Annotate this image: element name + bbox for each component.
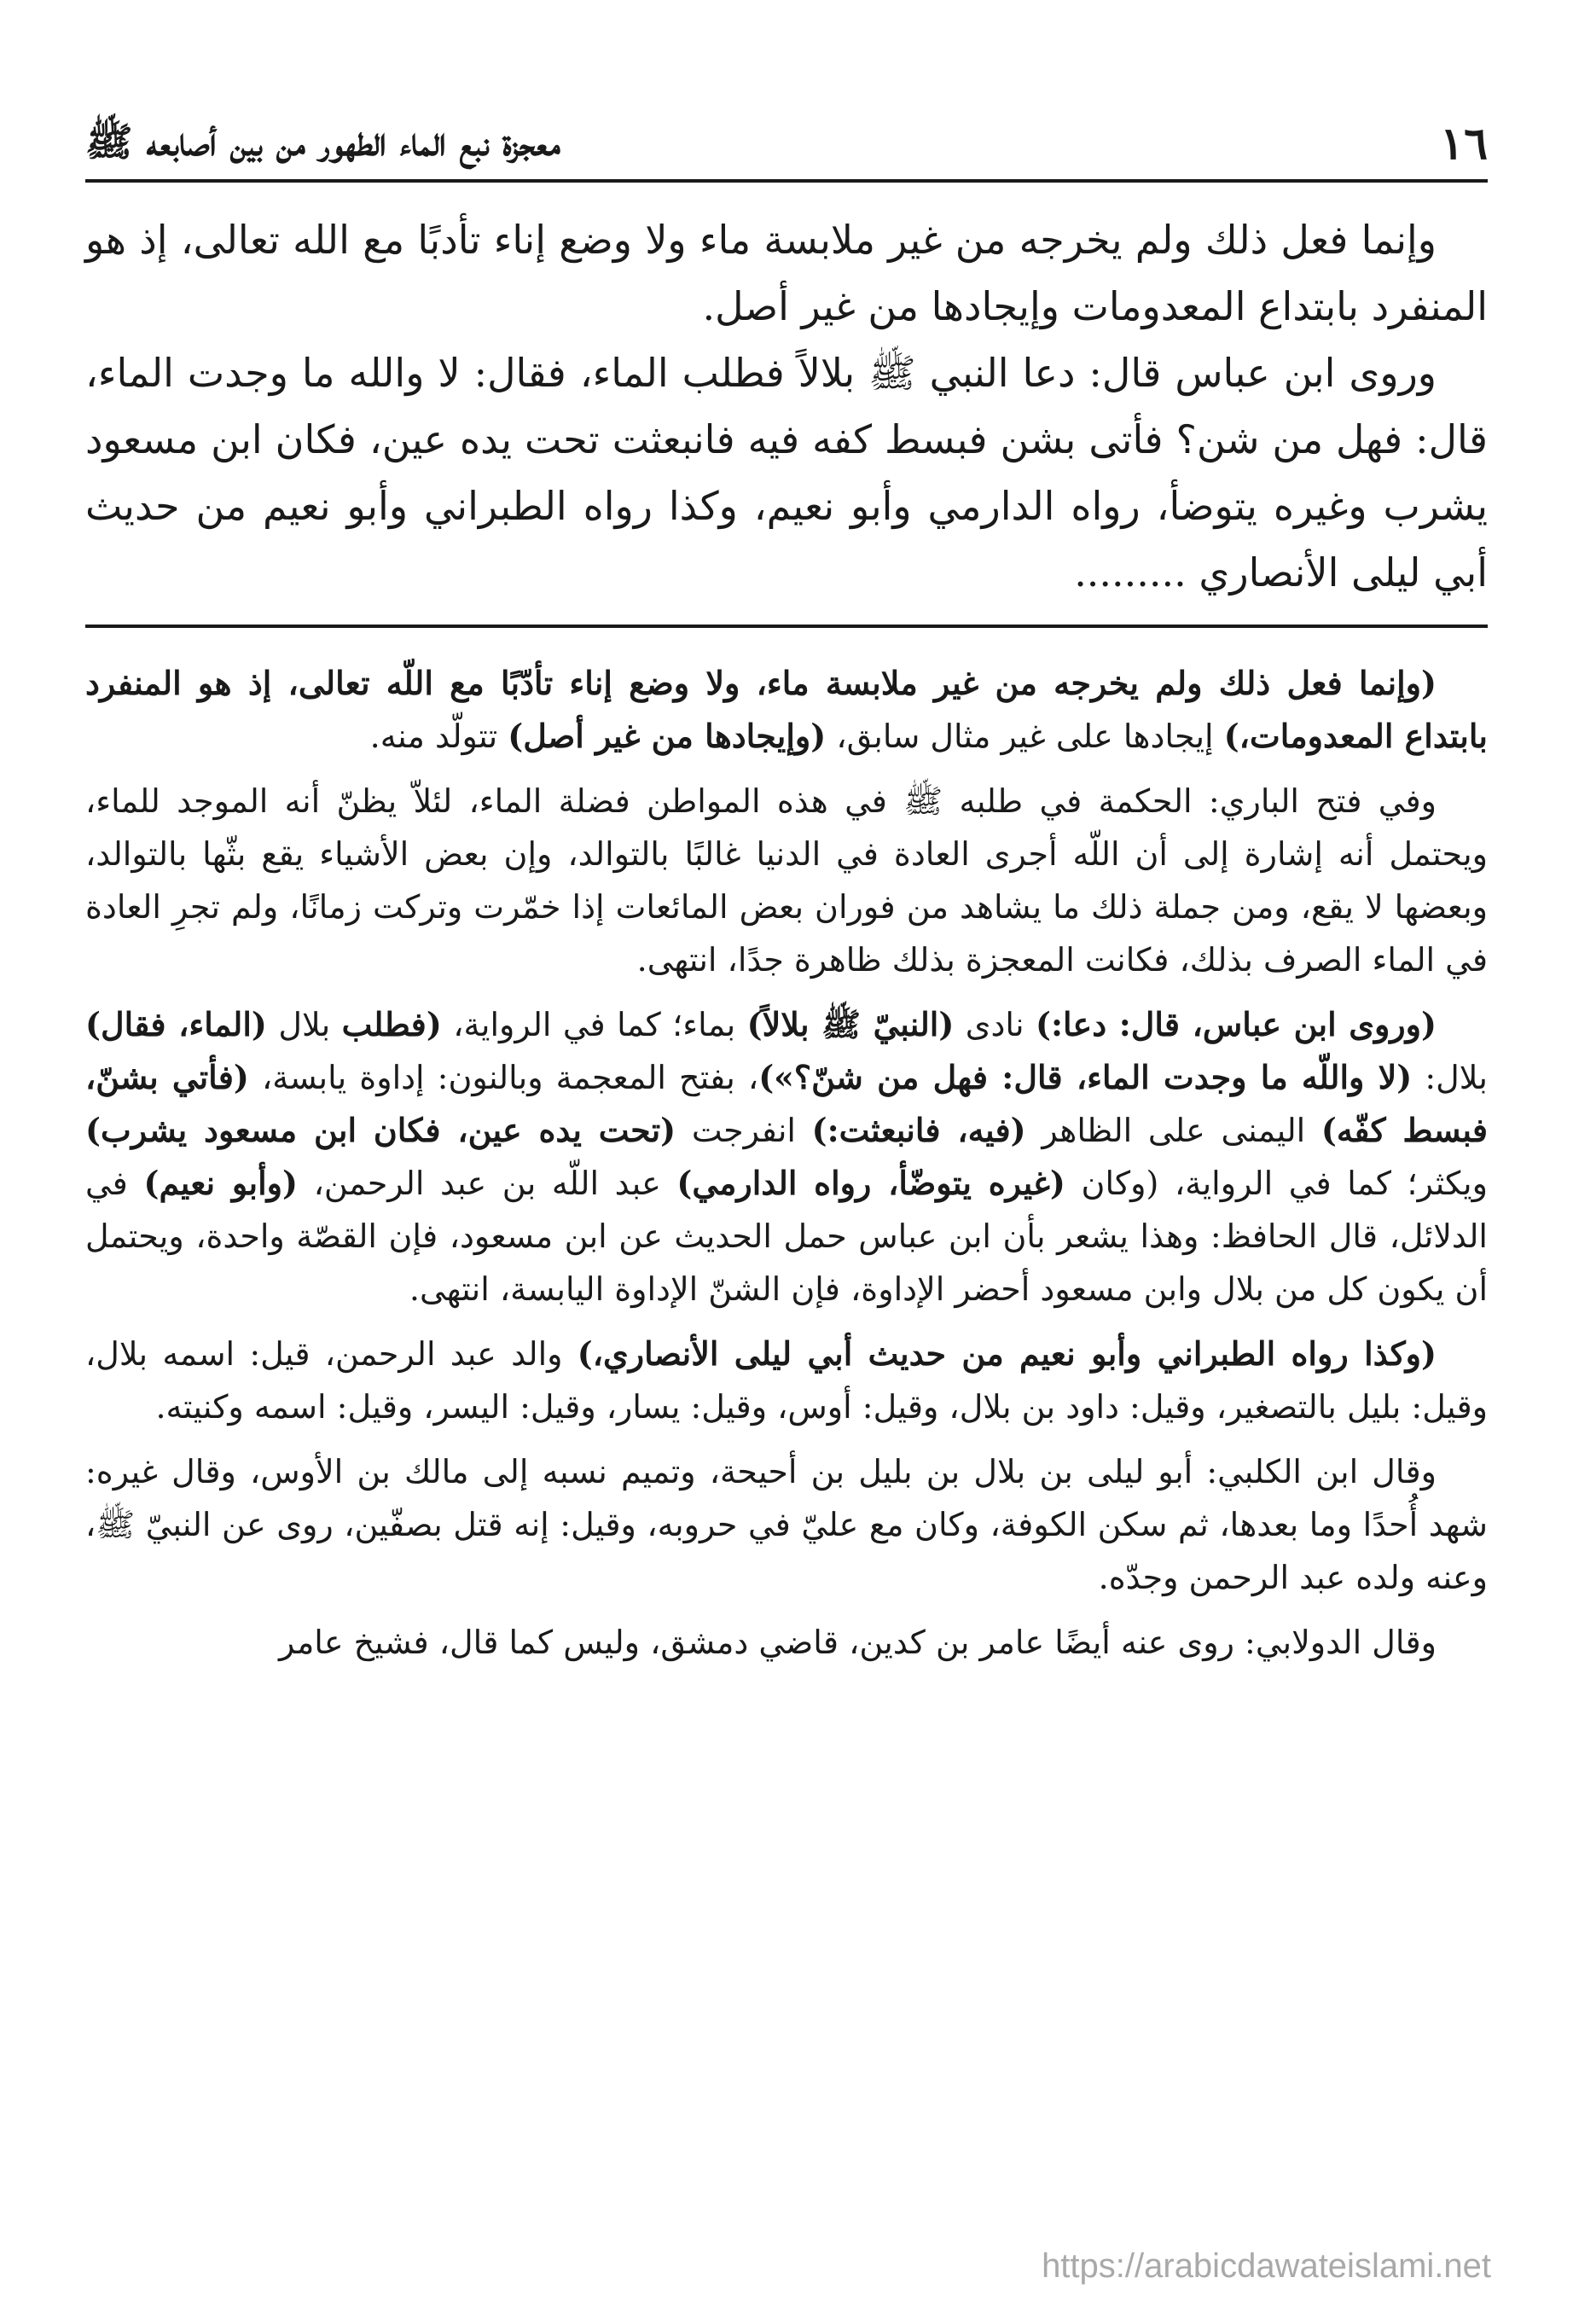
quoted-text: (وأبو نعيم): [143, 1164, 299, 1202]
commentary-paragraph-3: [85, 998, 1488, 1316]
watermark-url: https://arabicdawateislami.net: [1042, 2247, 1491, 2285]
explanation-text: اليمنى على الظاهر: [1025, 1112, 1321, 1149]
quoted-text: (فيه، فانبعثت:): [811, 1111, 1026, 1149]
commentary-paragraph-5: وقال ابن الكلبي: أبو ليلى بن بلال بن بليل بن أحيحة، وتميم نسبه إلى مالك بن الأوس، وقال غيره: شهد أُحدًا وما بعدها، ثم سكن الكوفة، وكان مع عليّ في حروبه، وقيل: إنه قتل بصفّين، روى عن النبيّ ﷺ، وعنه ولده عبد الرحمن وجدّه.: [85, 1453, 1488, 1596]
commentary-paragraph-1: [85, 657, 1488, 763]
quoted-text: (وكذا رواه الطبراني وأبو نعيم من حديث أبي ليلى الأنصاري،): [577, 1334, 1437, 1373]
main-paragraph-2-text: وروى ابن عباس قال: دعا النبي ﷺ بلالاً فطلب الماء، فقال: لا والله ما وجدت الماء، قال: فهل من شن؟ فأتى بشن فبسط كفه فيه فانبعثت تحت يده عين، فكان ابن مسعود يشرب وغيره يتوضأ، رواه الدارمي وأبو نعيم، وكذا رواه الطبراني وأبو نعيم من حديث أبي ليلى الأنصاري: [85, 350, 1488, 596]
explanation-text: بلال: [266, 1006, 342, 1043]
explanation-text: ، بفتح المعجمة وبالنون: إداوة يابسة،: [248, 1059, 759, 1096]
commentary: [85, 657, 1488, 1669]
explanation-text: بماء؛ كما في الرواية،: [441, 1006, 747, 1043]
explanation-text: إيجادها على غير مثال سابق،: [826, 718, 1224, 755]
quoted-text: (وإيجادها من غير أصل): [508, 717, 827, 755]
running-title: معجزة نبع الماء الطهور من بين أصابعه ﷺ: [85, 119, 560, 165]
page-header: [85, 102, 1488, 183]
quoted-text: (وإنما فعل ذلك ولم يخرجه من غير ملابسة ماء، ولا وضع إناء تأدّبًا مع اللّه تعالى، إذ هو المنفرد بابتداع المعدومات،): [85, 664, 1488, 755]
explanation-text: والد عبد الرحمن، قيل: اسمه بلال، وقيل: بليل بالتصغير، وقيل: داود بن بلال، وقيل: أوس، وقيل: يسار، وقيل: اليسر، وقيل: اسمه وكنيته.: [85, 1335, 1488, 1426]
quoted-text: (فأتي بشنّ، فبسط كفّه): [85, 1058, 1488, 1149]
quoted-text: (النبيّ ﷺ بلالاً): [746, 1005, 955, 1043]
main-paragraph-1: وإنما فعل ذلك ولم يخرجه من غير ملابسة ماء ولا وضع إناء تأدبًا مع الله تعالى، إذ هو المنفرد بابتداع المعدومات وإيجادها من غير أصل.: [85, 217, 1488, 329]
book-page: [85, 102, 1488, 2286]
main-text: [85, 206, 1488, 606]
explanation-text: في الدلائل، قال الحافظ: وهذا يشعر بأن ابن عباس حمل الحديث عن ابن مسعود، فإن القصّة واحدة، ويحتمل أن يكون كل من بلال وابن مسعود أحضر الإداوة، فإن الشنّ الإداوة اليابسة، انتهى.: [85, 1165, 1488, 1308]
main-paragraph-2: [85, 340, 1488, 606]
explanation-text: بلال:: [1412, 1059, 1488, 1096]
quoted-text: (تحت يده عين، فكان ابن مسعود يشرب): [85, 1111, 676, 1149]
quoted-text: (غيره يتوضّأ، رواه الدارمي): [676, 1164, 1065, 1202]
explanation-text: تتولّد منه.: [369, 718, 508, 755]
commentary-paragraph-4: [85, 1328, 1488, 1433]
footnote-divider: [85, 625, 1488, 628]
continuation-dots: .........: [1074, 549, 1187, 596]
explanation-text: نادى: [954, 1006, 1036, 1043]
commentary-paragraph-6: وقال الدولابي: روى عنه أيضًا عامر بن كدين، قاضي دمشق، وليس كما قال، فشيخ عامر: [278, 1624, 1437, 1661]
quoted-text: (لا واللّه ما وجدت الماء، قال: فهل من شنّ؟»): [758, 1058, 1413, 1096]
explanation-text: عبد اللّه بن عبد الرحمن،: [298, 1165, 677, 1202]
explanation-text: ويكثر؛ كما في الرواية، (وكان: [1065, 1165, 1488, 1202]
quoted-text: (فطلب: [341, 1005, 442, 1043]
quoted-text: (الماء، فقال): [85, 1005, 267, 1043]
page-number: ١٦: [1440, 118, 1488, 170]
commentary-paragraph-2: وفي فتح الباري: الحكمة في طلبه ﷺ في هذه المواطن فضلة الماء، لئلاّ يظنّ أنه الموجد للماء، ويحتمل أنه إشارة إلى أن اللّه أجرى العادة في الدنيا غالبًا بالتوالد، وإن بعض الأشياء يقع بثّها بالتوالد، وبعضها لا يقع، ومن جملة ذلك ما يشاهد من فوران بعض المائعات إذا خمّرت وتركت زمانًا، ولم تجرِ العادة في الماء الصرف بذلك، فكانت المعجزة بذلك ظاهرة جدًا، انتهى.: [85, 782, 1488, 979]
quoted-text: (وروى ابن عباس، قال: دعا:): [1035, 1005, 1437, 1043]
explanation-text: انفرجت: [676, 1112, 812, 1149]
